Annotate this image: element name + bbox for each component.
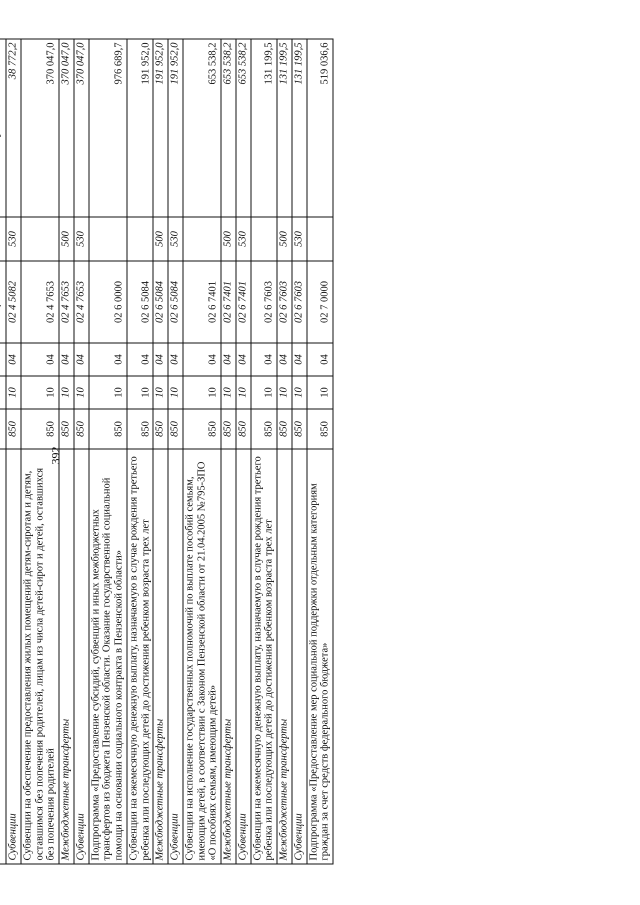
- cell-rz: 10: [127, 376, 154, 409]
- cell-min: 850: [307, 409, 334, 449]
- cell-min: 850: [89, 409, 127, 449]
- table-row: [6, 39, 21, 864]
- cell-pr: 04: [21, 343, 59, 376]
- cell-pr: 04: [307, 343, 334, 376]
- cell-name: Подпрограмма «Предоставление субсидий, субвенций и иных межбюджетных трансфертов из бюджета Пензенской области. Оказание государственной социальной помощи на основании социального контракта в Пензенской области»: [89, 449, 127, 864]
- cell-vr: 500: [153, 217, 168, 261]
- cell-rz: 10: [236, 376, 251, 409]
- table-row: [236, 39, 251, 864]
- cell-pr: 04: [89, 343, 127, 376]
- table-row: [183, 39, 221, 864]
- cell-rz: 10: [292, 376, 307, 409]
- cell-pr: 04: [59, 343, 74, 376]
- cell-rz: 10: [21, 376, 59, 409]
- table-row: [89, 39, 127, 864]
- table-body: [6, 39, 333, 864]
- cell-name: Субвенции на исполнение государственных полномочий по выплате пособий семьям, имеющим детей, в соответствии с Законом Пензенской области от 21.04.2005 №795-ЗПО «О пособиях семьям, имеющим детей»: [183, 449, 221, 864]
- table-row: [307, 39, 334, 864]
- cell-pr: 04: [236, 343, 251, 376]
- cell-min: 850: [21, 409, 59, 449]
- cell-sum: 191 952,0: [168, 39, 183, 217]
- cell-csr: 02 6 7401: [236, 261, 251, 343]
- cell-csr: 02 4 5082: [6, 261, 21, 343]
- cell-sum: 519 036,6: [307, 39, 334, 217]
- cell-min: 850: [292, 409, 307, 449]
- cell-sum: 191 952,0: [153, 39, 168, 217]
- cell-vr: 500: [221, 217, 236, 261]
- cell-pr: 04: [277, 343, 292, 376]
- cell-csr: 02 6 0000: [89, 261, 127, 343]
- page-number: 392: [48, 446, 63, 465]
- cell-name: Субвенции: [74, 449, 89, 864]
- table-row: [251, 39, 278, 864]
- cell-min: 850: [59, 409, 74, 449]
- cell-vr: 500: [277, 217, 292, 261]
- cell-name: Субвенции на обеспечение предоставления жилых помещений детям-сиротам и детям, оставшимся без попечения родителей, лицам из числа детей-сирот и детей, оставшихся без попечения родителей: [21, 449, 59, 864]
- cell-rz: 10: [168, 376, 183, 409]
- cell-name: Субвенции: [236, 449, 251, 864]
- cell-pr: 04: [221, 343, 236, 376]
- table-row: [74, 39, 89, 864]
- cell-sum: 370 047,0: [59, 39, 74, 217]
- cell-sum: 191 952,0: [127, 39, 154, 217]
- cell-min: 850: [153, 409, 168, 449]
- table-row: [292, 39, 307, 864]
- cell-csr: 02 6 7401: [183, 261, 221, 343]
- cell-sum: 131 199,5: [277, 39, 292, 217]
- cell-min: 850: [277, 409, 292, 449]
- cell-csr: 02 6 7401: [221, 261, 236, 343]
- cell-min: 850: [168, 409, 183, 449]
- cell-csr: 02 4 7653: [21, 261, 59, 343]
- rotated-budget-table: [0, 40, 506, 865]
- cell-rz: 10: [153, 376, 168, 409]
- cell-name: Подпрограмма «Предоставление мер социальной поддержки отдельным категориям граждан за счет средств федерального бюджета»: [307, 449, 334, 864]
- cell-vr: 530: [292, 217, 307, 261]
- cell-sum: 653 538,2: [183, 39, 221, 217]
- cell-vr: 530: [168, 217, 183, 261]
- cell-pr: 04: [153, 343, 168, 376]
- cell-rz: 10: [277, 376, 292, 409]
- cell-sum: 976 689,7: [89, 39, 127, 217]
- budget-table: [0, 39, 334, 865]
- cell-vr: [21, 217, 59, 261]
- table-row: [168, 39, 183, 864]
- cell-rz: 10: [307, 376, 334, 409]
- cell-sum: 370 047,0: [21, 39, 59, 217]
- cell-name: Межбюджетные трансферты: [221, 449, 236, 864]
- cell-pr: 04: [292, 343, 307, 376]
- cell-min: 850: [6, 409, 21, 449]
- cell-pr: 04: [127, 343, 154, 376]
- cell-name: Межбюджетные трансферты: [277, 449, 292, 864]
- cell-min: 850: [127, 409, 154, 449]
- cell-vr: 530: [6, 217, 21, 261]
- cell-rz: 10: [251, 376, 278, 409]
- cell-name: Межбюджетные трансферты: [153, 449, 168, 864]
- cell-name: Субвенции: [6, 449, 21, 864]
- cell-min: 850: [221, 409, 236, 449]
- cell-csr: 02 4 7653: [59, 261, 74, 343]
- cell-vr: 500: [59, 217, 74, 261]
- cell-csr: 02 6 7603: [251, 261, 278, 343]
- table-row: [59, 39, 74, 864]
- cell-rz: 10: [89, 376, 127, 409]
- table-row: [153, 39, 168, 864]
- cell-name: Межбюджетные трансферты: [59, 449, 74, 864]
- cell-vr: [307, 217, 334, 261]
- cell-sum: 370 047,0: [74, 39, 89, 217]
- cell-csr: 02 6 5084: [153, 261, 168, 343]
- cell-sum: 131 199,5: [292, 39, 307, 217]
- table-row: [221, 39, 236, 864]
- cell-vr: [251, 217, 278, 261]
- cell-rz: 10: [6, 376, 21, 409]
- cell-min: 850: [251, 409, 278, 449]
- cell-vr: [89, 217, 127, 261]
- cell-min: 850: [74, 409, 89, 449]
- cell-rz: 10: [59, 376, 74, 409]
- cell-min: 850: [236, 409, 251, 449]
- table-row: [127, 39, 154, 864]
- cell-vr: [183, 217, 221, 261]
- cell-rz: 10: [221, 376, 236, 409]
- table-row: [277, 39, 292, 864]
- cell-min: 850: [183, 409, 221, 449]
- cell-rz: 10: [183, 376, 221, 409]
- cell-pr: 04: [251, 343, 278, 376]
- cell-name: Субвенции: [168, 449, 183, 864]
- cell-vr: 530: [74, 217, 89, 261]
- cell-name: Субвенции на ежемесячную денежную выплату, назначаемую в случае рождения третьего ребенка или последующих детей до достижения ребенком возраста трех лет: [127, 449, 154, 864]
- cell-sum: 653 538,2: [221, 39, 236, 217]
- cell-csr: 02 6 5084: [168, 261, 183, 343]
- cell-pr: 04: [6, 343, 21, 376]
- cell-csr: 02 7 0000: [307, 261, 334, 343]
- cell-name: Субвенции на ежемесячную денежную выплату, назначаемую в случае рождения третьего ребенка или последующих детей до достижения ребенком возраста трех лет: [251, 449, 278, 864]
- cell-vr: 530: [236, 217, 251, 261]
- cell-pr: 04: [74, 343, 89, 376]
- cell-pr: 04: [168, 343, 183, 376]
- cell-csr: 02 4 7653: [74, 261, 89, 343]
- cell-rz: 10: [74, 376, 89, 409]
- cell-csr: 02 6 7603: [292, 261, 307, 343]
- cell-sum: 653 538,2: [236, 39, 251, 217]
- cell-vr: [127, 217, 154, 261]
- cell-sum: 38 772,2: [6, 39, 21, 217]
- table-row: [21, 39, 59, 864]
- cell-sum: 131 199,5: [251, 39, 278, 217]
- cell-name: Субвенции: [292, 449, 307, 864]
- cell-pr: 04: [183, 343, 221, 376]
- cell-csr: 02 6 5084: [127, 261, 154, 343]
- cell-csr: 02 6 7603: [277, 261, 292, 343]
